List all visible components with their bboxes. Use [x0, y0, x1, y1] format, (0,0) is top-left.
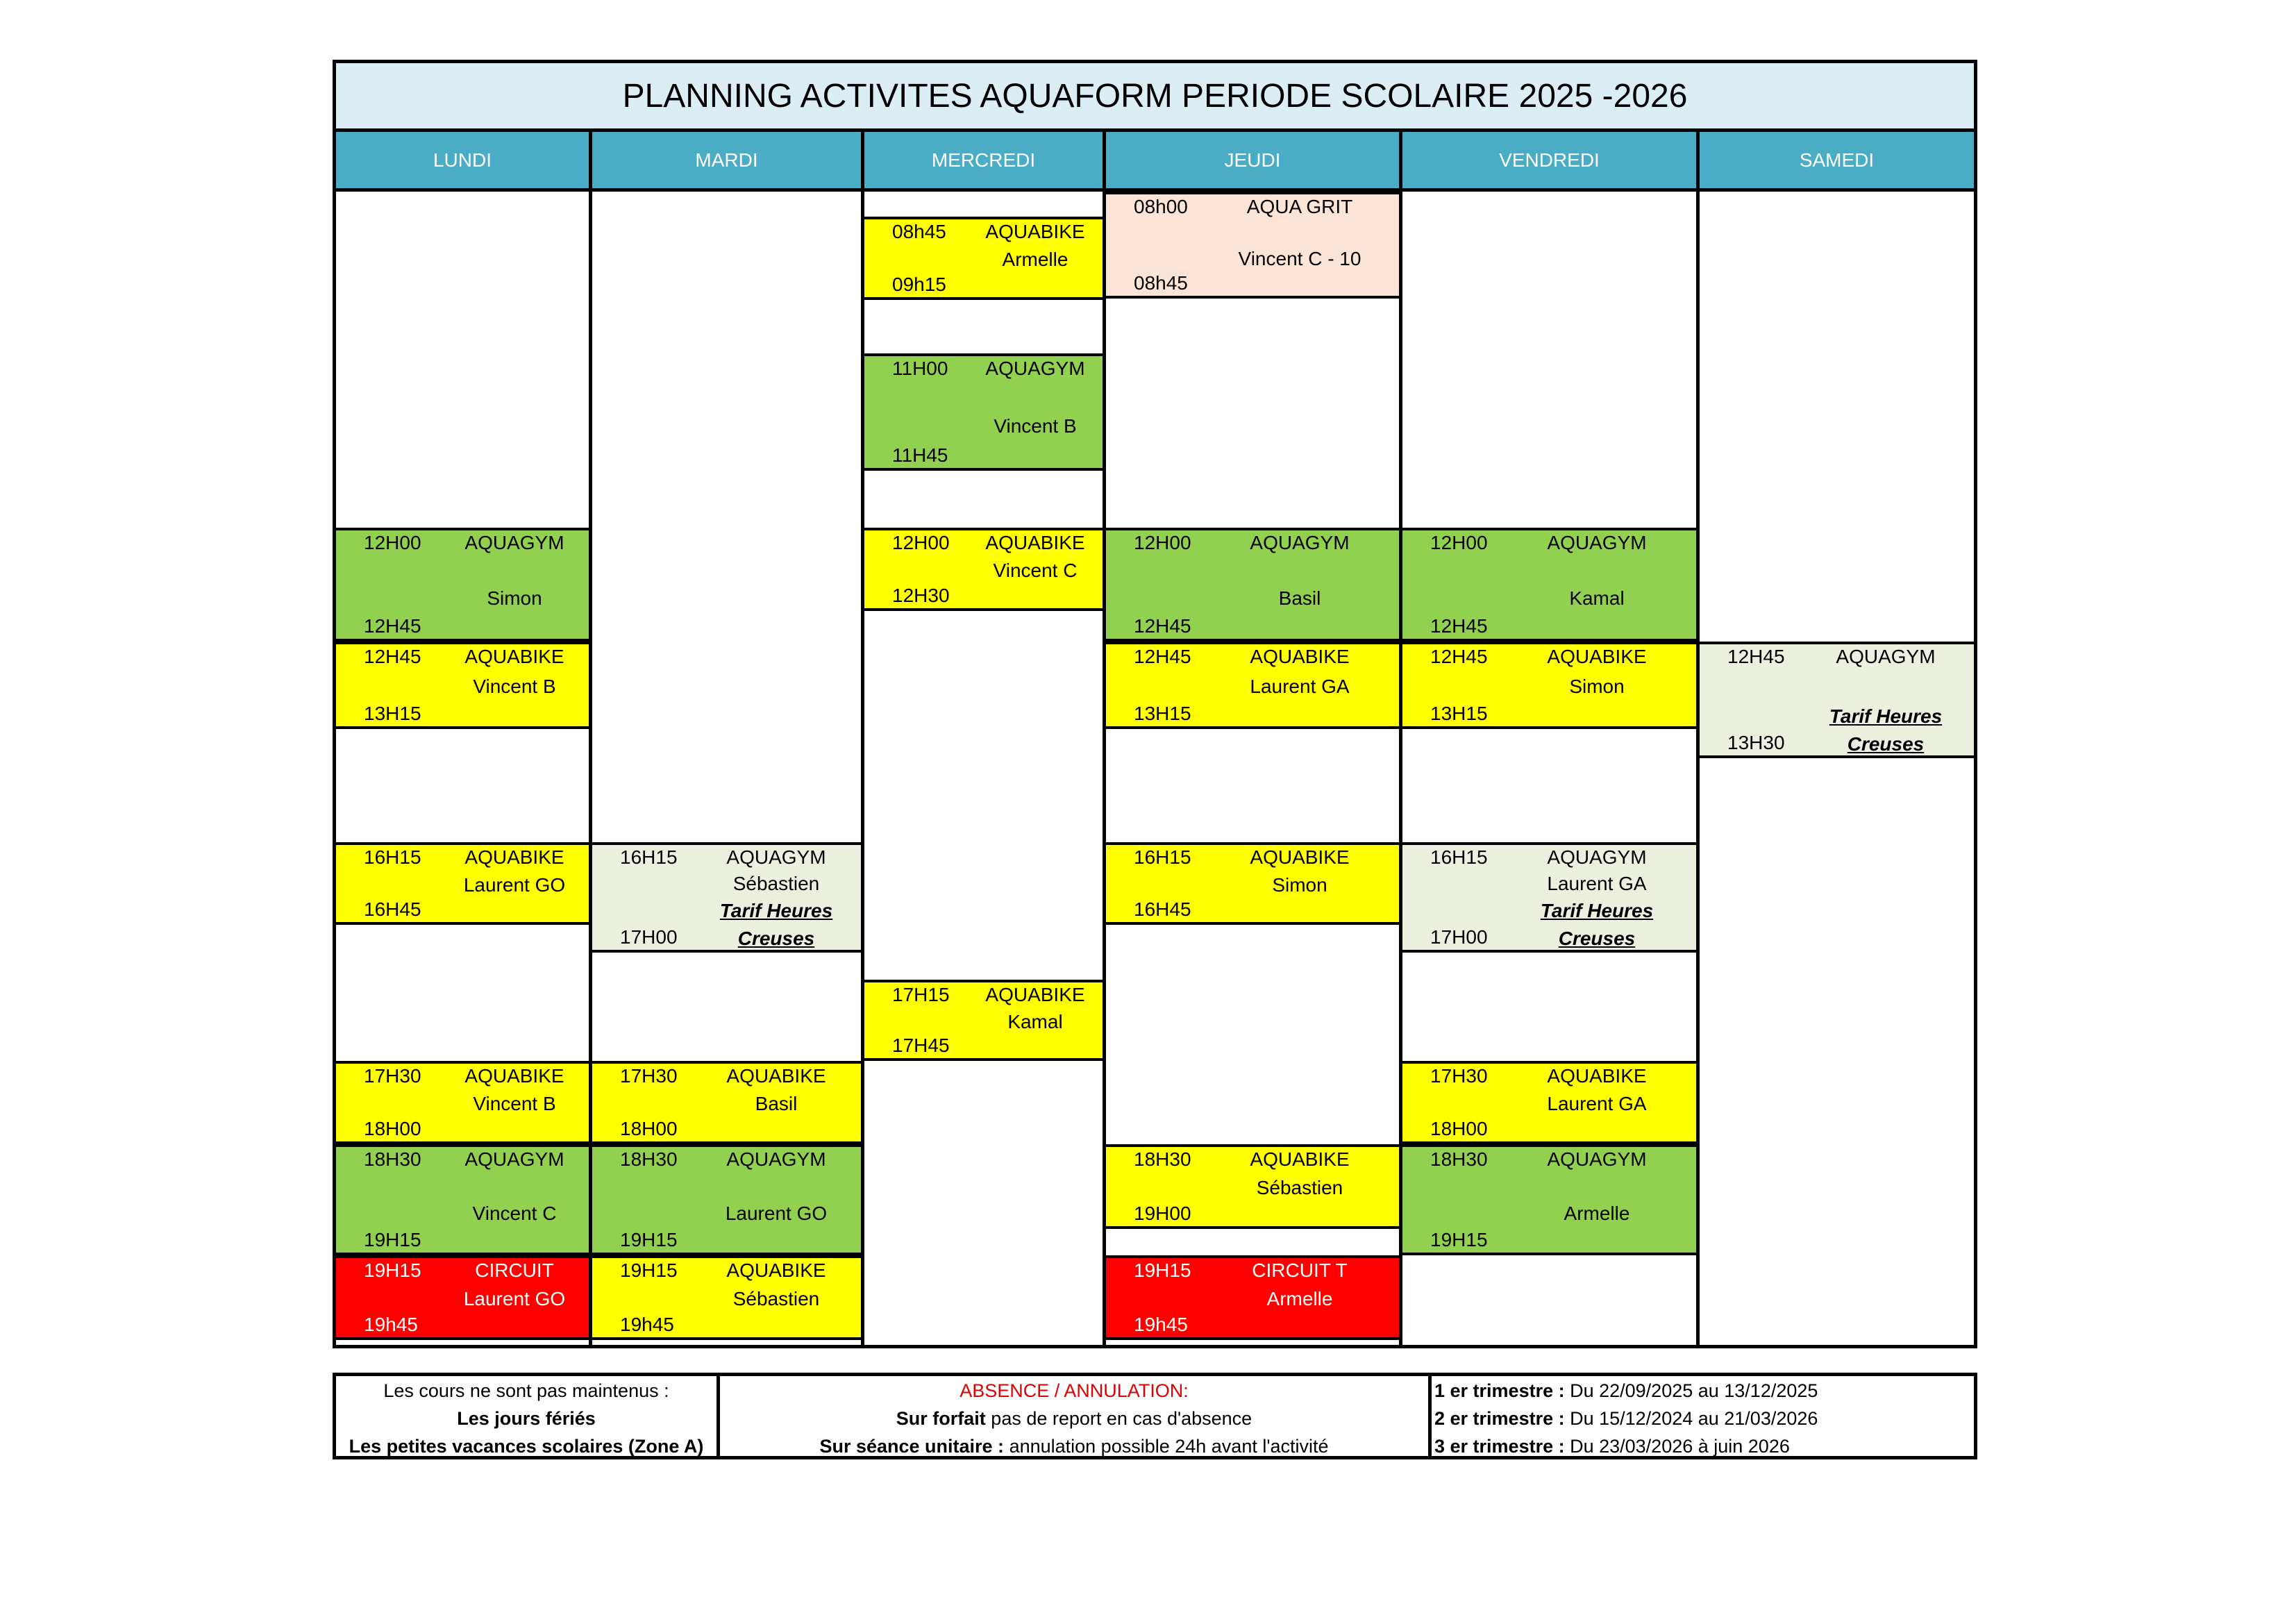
page-title: PLANNING ACTIVITES AQUAFORM PERIODE SCOLAIRE 2025 -2026: [333, 60, 1977, 132]
session-instructor: Laurent GO: [463, 1288, 566, 1309]
session-instructor: Armelle: [1266, 1288, 1333, 1309]
forfait-label: Sur forfait: [896, 1408, 986, 1429]
session-start-time: 18H30: [364, 1148, 421, 1170]
session-start-time: 19H15: [1134, 1259, 1191, 1281]
term-3-label: 3 er trimestre :: [1434, 1436, 1565, 1457]
session-activity: AQUA GRIT: [1246, 196, 1353, 217]
session-activity: AQUABIKE: [464, 1065, 564, 1087]
term-3: [1434, 1436, 1974, 1457]
session-aquabike: [1106, 1144, 1399, 1229]
term-1: [1434, 1380, 1974, 1402]
session-activity: AQUABIKE: [464, 846, 564, 868]
session-start-time: 08h45: [892, 221, 946, 242]
session-end-time: 18H00: [620, 1118, 678, 1139]
session-aquabike: [1402, 642, 1696, 729]
day-body: [333, 192, 592, 1348]
session-aquabike: [864, 217, 1103, 300]
session-activity: AQUABIKE: [726, 1065, 826, 1087]
session-tarif-note: Tarif Heures: [1540, 900, 1654, 921]
session-end-time: 19h45: [1134, 1314, 1188, 1335]
session-aquagym: [864, 353, 1103, 471]
day-header-vendredi: VENDREDI: [1402, 132, 1700, 192]
session-aquabike: [336, 642, 589, 729]
session-tarif-note: Tarif Heures: [1829, 705, 1943, 727]
session-instructor: Vincent C: [472, 1203, 557, 1224]
session-instructor: Laurent GA: [1547, 873, 1647, 894]
session-start-time: 17H15: [892, 984, 950, 1005]
session-aquabike: [592, 1255, 861, 1340]
session-instructor: Laurent GA: [1547, 1093, 1647, 1114]
session-end-time: 18H00: [1430, 1118, 1488, 1139]
day-body: [592, 192, 864, 1348]
session-start-time: 12H45: [1430, 646, 1488, 667]
day-header-jeudi: JEUDI: [1106, 132, 1402, 192]
session-aquagym: [592, 1144, 861, 1255]
session-aquabike: [592, 1061, 861, 1144]
absence-title: ABSENCE / ANNULATION:: [960, 1380, 1189, 1401]
session-instructor: Vincent B: [473, 676, 556, 697]
session-activity: AQUABIKE: [726, 1259, 826, 1281]
session-activity: AQUAGYM: [726, 1148, 826, 1170]
session-activity: AQUAGYM: [1547, 532, 1647, 553]
session-end-time: 13H15: [364, 703, 421, 724]
term-2: [1434, 1408, 1974, 1430]
session-start-time: 17H30: [620, 1065, 678, 1087]
session-end-time: 19h45: [364, 1314, 418, 1335]
schedule-table: [333, 60, 1977, 1348]
session-instructor: Simon: [487, 587, 542, 609]
session-start-time: 18H30: [620, 1148, 678, 1170]
session-aquabike: [336, 1061, 589, 1144]
session-start-time: 12H00: [364, 532, 421, 553]
day-body: [864, 192, 1106, 1348]
session-tarif-note-2: Creuses: [1847, 733, 1925, 755]
session-end-time: 19h45: [620, 1314, 674, 1335]
session-instructor: Basil: [1278, 587, 1321, 609]
session-start-time: 08h00: [1134, 196, 1188, 217]
session-aquagym: [1402, 1144, 1696, 1255]
session-end-time: 13H30: [1727, 732, 1785, 753]
footer-terms: [1432, 1376, 1974, 1456]
session-instructor: Vincent C: [993, 560, 1078, 581]
term-2-dates: Du 15/12/2024 au 21/03/2026: [1564, 1408, 1818, 1429]
session-end-time: 19H15: [620, 1229, 678, 1250]
session-activity: AQUABIKE: [1547, 646, 1647, 667]
day-body: [1700, 192, 1977, 1348]
session-activity: AQUAGYM: [726, 846, 826, 868]
session-start-time: 17H30: [1430, 1065, 1488, 1087]
session-aquabike: [864, 980, 1103, 1061]
session-end-time: 19H15: [1430, 1229, 1488, 1250]
absence-forfait: [720, 1408, 1428, 1430]
session-start-time: 18H30: [1430, 1148, 1488, 1170]
session-aqua-grit: [1106, 192, 1399, 299]
session-start-time: 11H00: [892, 358, 948, 379]
session-start-time: 16H15: [364, 846, 421, 868]
session-instructor: Vincent C - 10: [1238, 248, 1361, 269]
absence-unitaire: [720, 1436, 1428, 1457]
session-instructor: Laurent GO: [463, 874, 566, 896]
session-aquabike: [864, 528, 1103, 611]
session-end-time: 19H00: [1134, 1203, 1191, 1224]
session-activity: AQUAGYM: [1836, 646, 1936, 667]
session-instructor: Armelle: [1564, 1203, 1630, 1224]
session-start-time: 12H00: [892, 532, 950, 553]
session-start-time: 17H30: [364, 1065, 421, 1087]
session-circuit: [336, 1255, 589, 1340]
session-tarif-note-2: Creuses: [737, 928, 815, 949]
session-end-time: 17H00: [620, 926, 678, 948]
session-end-time: 11H45: [892, 444, 948, 466]
session-end-time: 17H45: [892, 1035, 950, 1056]
session-end-time: 13H15: [1134, 703, 1191, 724]
closures-school-breaks: Les petites vacances scolaires (Zone A): [349, 1436, 704, 1457]
session-aquabike: [1402, 1061, 1696, 1144]
session-instructor: Vincent B: [473, 1093, 556, 1114]
session-activity: AQUABIKE: [985, 984, 1085, 1005]
session-end-time: 19H15: [364, 1229, 421, 1250]
session-aquabike: [336, 842, 589, 925]
session-tarif-note-2: Creuses: [1558, 928, 1636, 949]
session-activity: AQUAGYM: [985, 358, 1085, 379]
closures-holidays: Les jours fériés: [457, 1408, 596, 1429]
session-activity: CIRCUIT: [475, 1259, 554, 1281]
term-1-dates: Du 22/09/2025 au 13/12/2025: [1564, 1380, 1818, 1401]
unitaire-text: annulation possible 24h avant l'activité: [1004, 1436, 1329, 1457]
footer-info: [333, 1373, 1977, 1459]
session-end-time: 12H45: [1134, 615, 1191, 637]
forfait-text: pas de report en cas d'absence: [985, 1408, 1252, 1429]
session-activity: AQUABIKE: [464, 646, 564, 667]
session-end-time: 18H00: [364, 1118, 421, 1139]
closures-heading: Les cours ne sont pas maintenus :: [383, 1380, 669, 1401]
session-instructor: Armelle: [1002, 249, 1069, 270]
day-header-mardi: MARDI: [592, 132, 864, 192]
session-activity: AQUAGYM: [464, 1148, 564, 1170]
session-tarif-note: Tarif Heures: [719, 900, 833, 921]
session-activity: AQUAGYM: [1547, 846, 1647, 868]
session-instructor: Laurent GA: [1250, 676, 1350, 697]
session-instructor: Sébastien: [1256, 1177, 1343, 1198]
session-activity: AQUAGYM: [1547, 1148, 1647, 1170]
session-instructor: Simon: [1272, 874, 1327, 896]
session-aquabike: [1106, 842, 1399, 925]
session-instructor: Sébastien: [732, 873, 820, 894]
day-body: [1106, 192, 1402, 1348]
term-2-label: 2 er trimestre :: [1434, 1408, 1565, 1429]
session-instructor: Kamal: [1569, 587, 1625, 609]
session-aquagym: [592, 842, 861, 953]
session-activity: AQUAGYM: [464, 532, 564, 553]
session-instructor: Vincent B: [994, 415, 1077, 437]
session-end-time: 08h45: [1134, 272, 1188, 294]
session-activity: AQUABIKE: [985, 221, 1085, 242]
session-start-time: 16H15: [1134, 846, 1191, 868]
session-aquagym: [1402, 528, 1696, 642]
session-start-time: 18H30: [1134, 1148, 1191, 1170]
session-start-time: 19H15: [364, 1259, 421, 1281]
session-start-time: 12H45: [1134, 646, 1191, 667]
session-circuit-t: [1106, 1255, 1399, 1340]
session-activity: AQUABIKE: [1250, 846, 1350, 868]
day-body: [1402, 192, 1700, 1348]
session-start-time: 16H15: [620, 846, 678, 868]
session-end-time: 12H45: [1430, 615, 1488, 637]
session-activity: AQUABIKE: [985, 532, 1085, 553]
unitaire-label: Sur séance unitaire :: [819, 1436, 1005, 1457]
footer-closures: [336, 1376, 720, 1456]
day-header-lundi: LUNDI: [333, 132, 592, 192]
session-aquagym: [1106, 528, 1399, 642]
session-start-time: 16H15: [1430, 846, 1488, 868]
session-end-time: 12H45: [364, 615, 421, 637]
session-start-time: 12H45: [1727, 646, 1785, 667]
session-start-time: 12H00: [1134, 532, 1191, 553]
session-activity: CIRCUIT T: [1252, 1259, 1348, 1281]
session-end-time: 17H00: [1430, 926, 1488, 948]
session-aquagym: [336, 528, 589, 642]
term-1-label: 1 er trimestre :: [1434, 1380, 1565, 1401]
session-end-time: 16H45: [1134, 898, 1191, 920]
session-end-time: 12H30: [892, 585, 950, 606]
term-3-dates: Du 23/03/2026 à juin 2026: [1564, 1436, 1790, 1457]
session-instructor: Kamal: [1007, 1011, 1063, 1032]
day-header-samedi: SAMEDI: [1700, 132, 1977, 192]
session-instructor: Basil: [755, 1093, 798, 1114]
session-end-time: 16H45: [364, 898, 421, 920]
session-aquabike: [1106, 642, 1399, 729]
session-activity: AQUABIKE: [1547, 1065, 1647, 1087]
session-instructor: Laurent GO: [725, 1203, 828, 1224]
session-end-time: 13H15: [1430, 703, 1488, 724]
session-activity: AQUAGYM: [1250, 532, 1350, 553]
session-start-time: 12H00: [1430, 532, 1488, 553]
session-instructor: Simon: [1569, 676, 1625, 697]
footer-absence: [720, 1376, 1432, 1456]
session-aquagym: [1700, 642, 1974, 758]
session-start-time: 19H15: [620, 1259, 678, 1281]
day-header-mercredi: MERCREDI: [864, 132, 1106, 192]
session-end-time: 09h15: [892, 274, 946, 295]
session-start-time: 12H45: [364, 646, 421, 667]
session-aquagym: [1402, 842, 1696, 953]
session-instructor: Sébastien: [732, 1288, 820, 1309]
session-activity: AQUABIKE: [1250, 1148, 1350, 1170]
session-activity: AQUABIKE: [1250, 646, 1350, 667]
session-aquagym: [336, 1144, 589, 1255]
